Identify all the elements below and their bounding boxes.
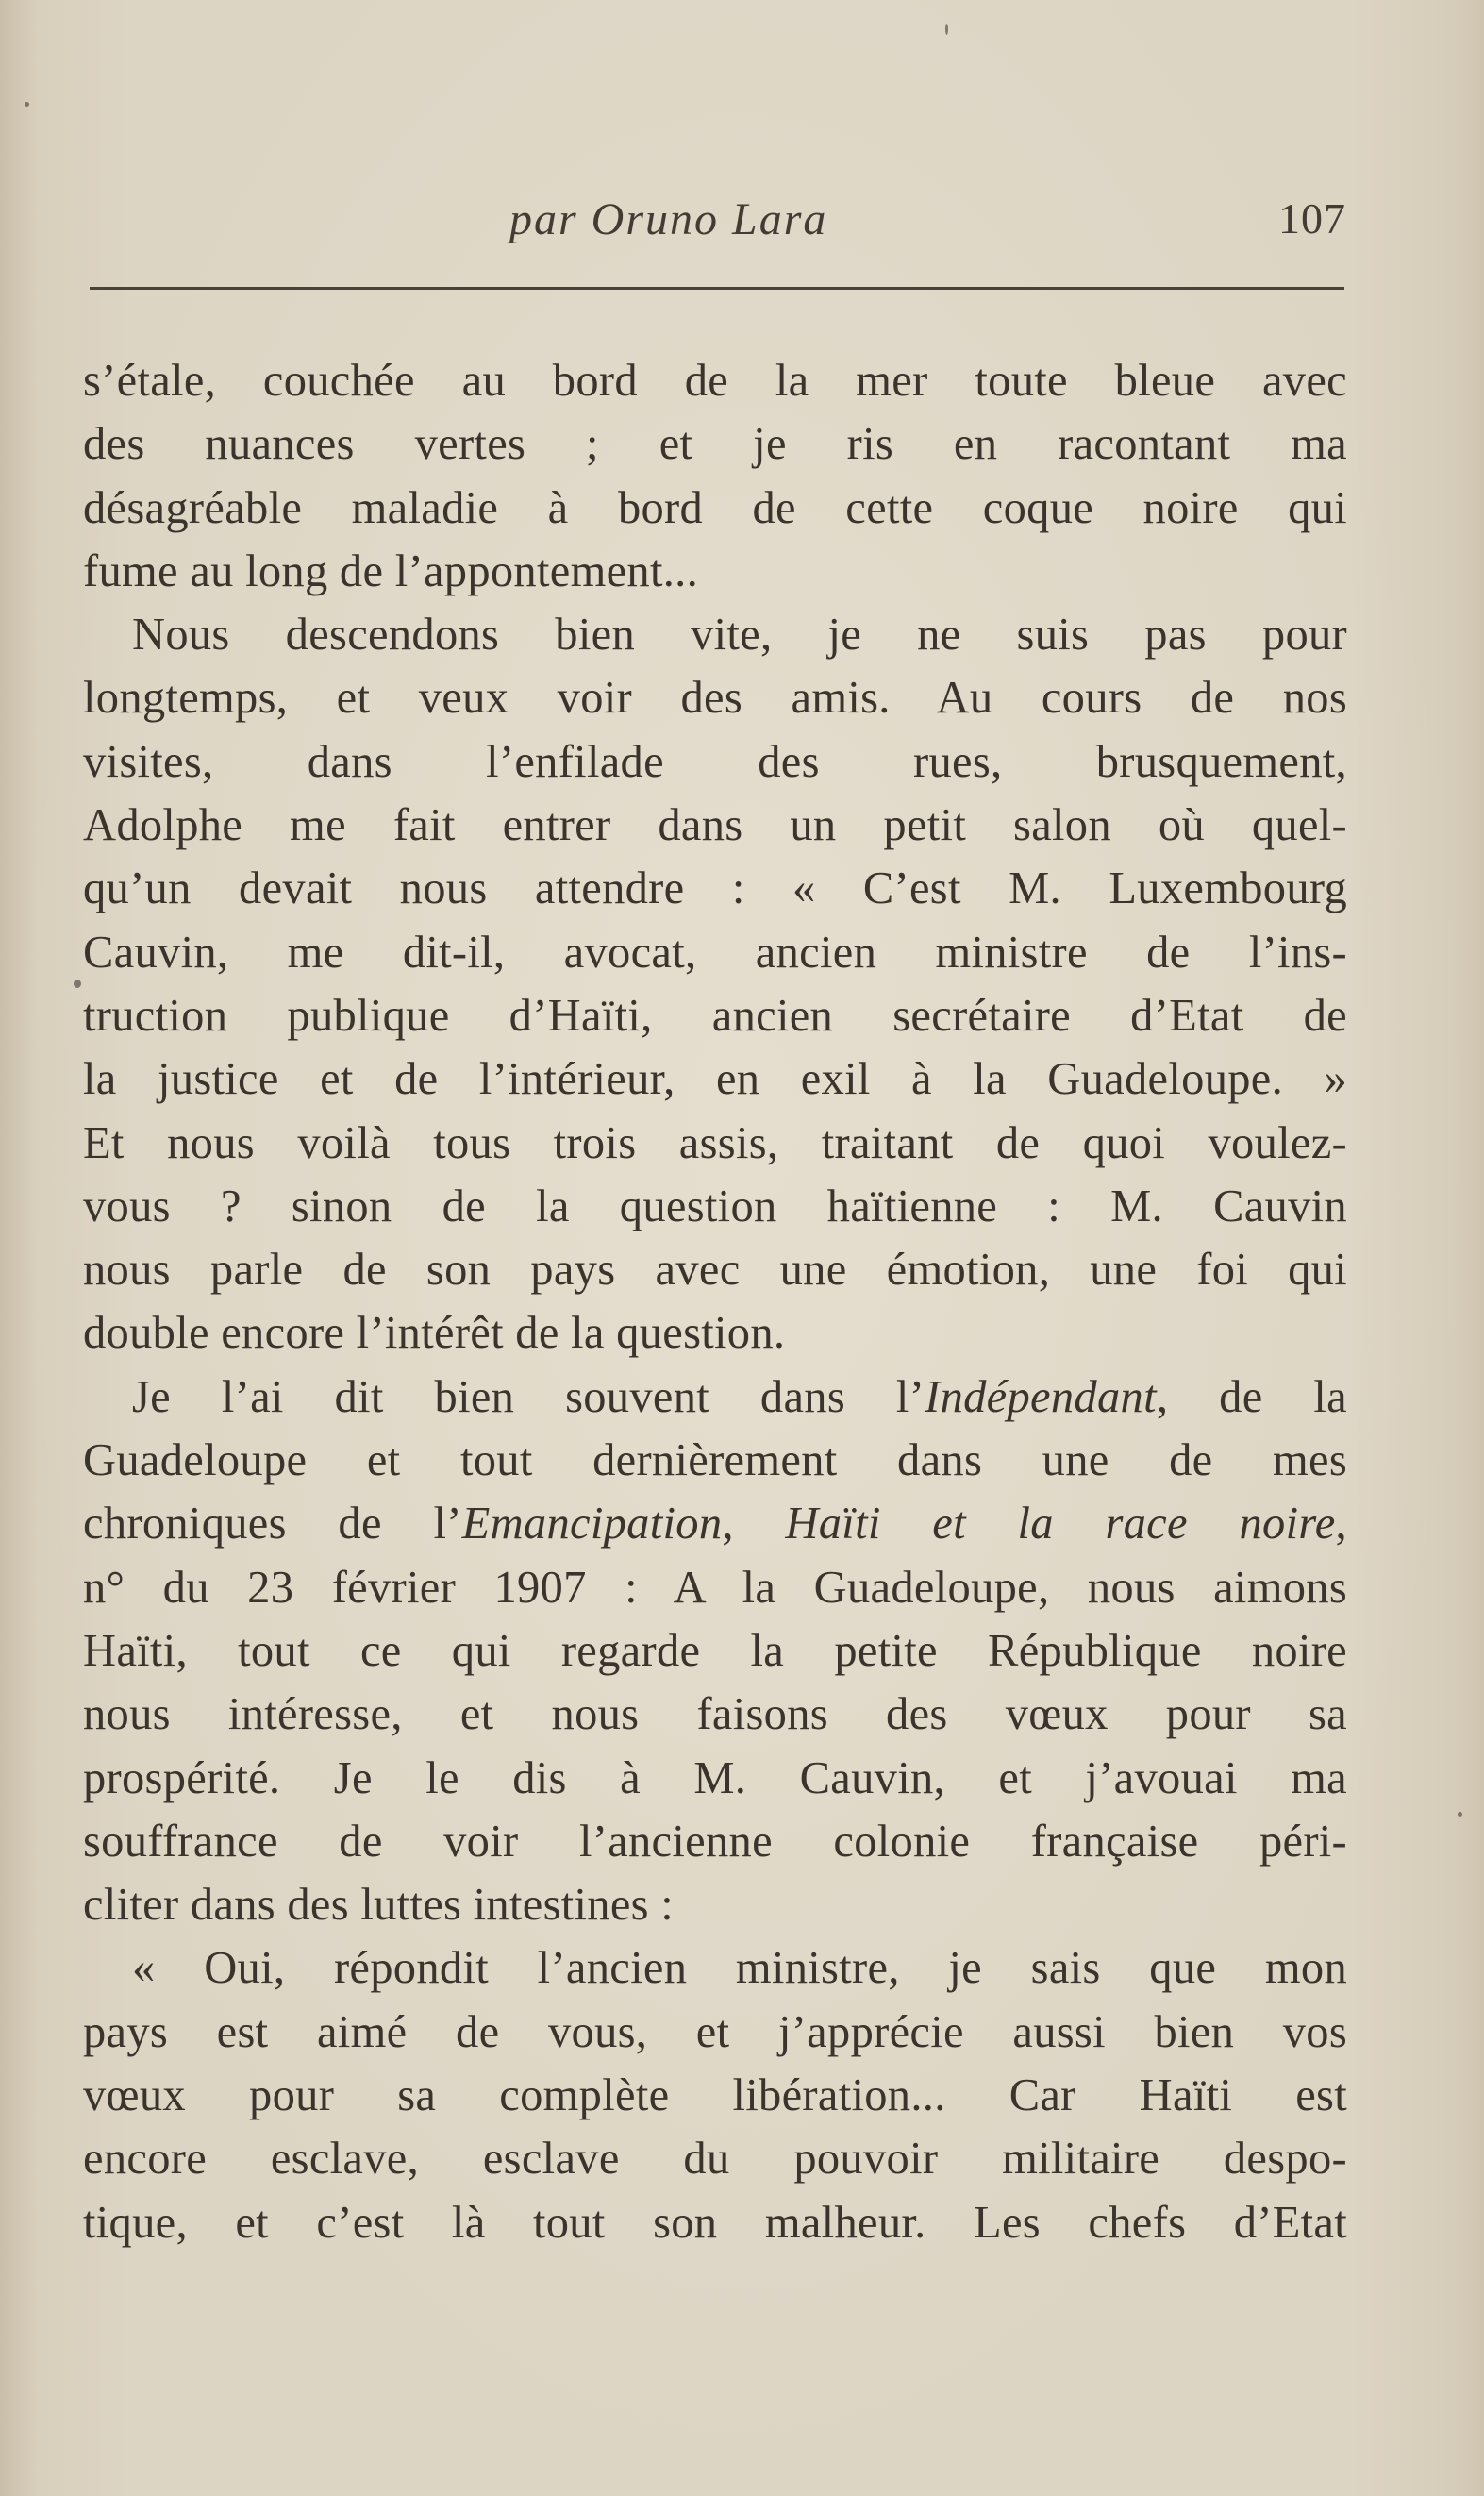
text-line: souffrance de voir l’ancienne colonie française péri- [83, 1816, 1347, 1867]
text-segment: chroniques de l’ [83, 1499, 462, 1550]
text-line: Guadeloupe et tout dernièrement dans une de mes [83, 1435, 1347, 1486]
text-line: Haïti, tout ce qui regarde la petite République noire [83, 1625, 1347, 1676]
chronicle-title: Emancipation, Haïti et la race noire [461, 1499, 1336, 1550]
text-line: double encore l’intérêt de la question. [83, 1308, 786, 1359]
text-line: nous intéresse, et nous faisons des vœux pour sa [83, 1689, 1347, 1740]
body-text [83, 349, 1347, 2254]
text-line: cliter dans des luttes intestines : [83, 1880, 675, 1931]
text-segment: Je l’ai dit bien souvent dans l’ [132, 1371, 925, 1422]
paper-speck [25, 102, 29, 107]
paper-speck [1458, 1812, 1462, 1817]
text-line: prospérité. Je le dis à M. Cauvin, et j’avouai ma [83, 1752, 1347, 1803]
text-line: vous ? sinon de la question haïtienne : M. Cauvin [83, 1181, 1347, 1231]
text-line: Et nous voilà tous trois assis, traitant de quoi voulez- [83, 1117, 1347, 1168]
text-line: désagréable maladie à bord de cette coque noire qui [83, 482, 1347, 533]
text-line: s’étale, couchée au bord de la mer toute bleue avec [83, 356, 1347, 406]
paper-speck [74, 980, 81, 988]
text-line: des nuances vertes ; et je ris en racontant ma [83, 419, 1347, 470]
paragraph-2 [83, 603, 1347, 1365]
text-line: vœux pour sa complète libération... Car Haïti est [83, 2070, 1347, 2121]
paragraph-4 [83, 1936, 1347, 2253]
paragraph-3 [83, 1365, 1347, 1937]
text-line: qu’un devait nous attendre : « C’est M. Luxembourg [83, 863, 1347, 914]
text-line: nous parle de son pays avec une émotion, une foi qui [83, 1245, 1347, 1296]
text-line: Nous descendons bien vite, je ne suis pas pour [132, 610, 1347, 661]
text-line: la justice et de l’intérieur, en exil à la Guadeloupe. » [83, 1054, 1347, 1105]
page-number: 107 [1278, 194, 1346, 243]
text-line: tique, et c’est là tout son malheur. Les chefs d’Etat [83, 2197, 1347, 2248]
text-line: fume au long de l’appontement... [83, 545, 699, 596]
paragraph-1 [83, 349, 1347, 603]
text-line: pays est aimé de vous, et j’apprécie aussi bien vos [83, 2006, 1347, 2057]
text-line: truction publique d’Haïti, ancien secrétaire d’Etat de [83, 990, 1347, 1041]
text-line: Cauvin, me dit-il, avocat, ancien ministre de l’ins- [83, 927, 1347, 978]
running-head [0, 193, 1484, 260]
text-line: Adolphe me fait entrer dans un petit salon où quel- [83, 800, 1347, 851]
header-rule [90, 287, 1344, 290]
text-line: n° du 23 février 1907 : A la Guadeloupe, nous aimons [83, 1562, 1347, 1613]
running-title: par Oruno Lara [509, 194, 828, 244]
text-segment: , de la [1156, 1371, 1347, 1422]
text-line: visites, dans l’enfilade des rues, brusquement, [83, 736, 1347, 787]
text-line [83, 1492, 1347, 1555]
text-line: longtemps, et veux voir des amis. Au cours de nos [83, 673, 1347, 724]
text-line: encore esclave, esclave du pouvoir militaire despo- [83, 2134, 1347, 2185]
paper-speck [945, 24, 948, 35]
text-line [83, 1365, 1347, 1429]
periodical-title: Indépendant [925, 1371, 1157, 1422]
text-line: « Oui, répondit l’ancien ministre, je sais que mon [132, 1943, 1347, 1994]
text-segment: , [1335, 1499, 1347, 1550]
